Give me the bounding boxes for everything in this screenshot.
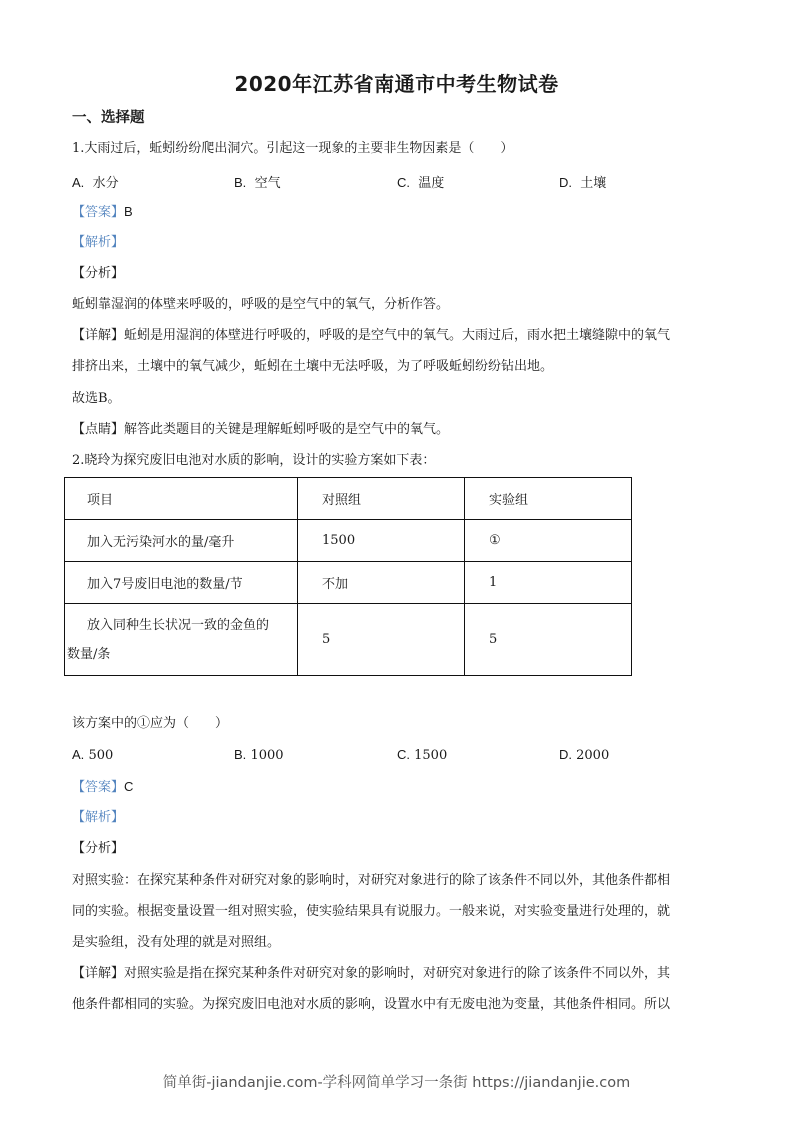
- q2-fenxi-line3: 是实验组，没有处理的就是对照组。: [72, 935, 281, 950]
- footer-watermark: 简单街-jiandanjie.com-学科网简单学习一条街 https://jiandanjie.com: [162, 1075, 631, 1091]
- section-heading: 一、选择题: [72, 110, 145, 126]
- q2-fenxi-label: 【分析】: [72, 841, 125, 856]
- q2-detail-line1: 【详解】对照实验是指在探究某种条件对研究对象的影响时，对研究对象进行的除了该条件不同以外，其: [72, 966, 671, 981]
- table-cell: 放入同种生长状况一致的金鱼的 数量/条: [65, 604, 298, 676]
- experiment-table: [64, 477, 632, 676]
- table-row: [65, 520, 632, 562]
- table-cell: 1: [465, 562, 632, 604]
- table-cell: 5: [298, 604, 465, 676]
- q1-choose: 故选B。: [72, 391, 121, 406]
- q1-fenxi-text: 蚯蚓靠湿润的体壁来呼吸的，呼吸的是空气中的氧气，分析作答。: [72, 297, 450, 312]
- table-cell: 加入无污染河水的量/毫升: [65, 520, 298, 562]
- q2-detail-line2: 他条件都相同的实验。为探究废旧电池对水质的影响，设置水中有无废电池为变量，其他条件相同。所以: [72, 997, 671, 1012]
- answer-value: C: [124, 779, 134, 794]
- q1-option-b: B. 空气: [234, 175, 281, 191]
- table-cell: 不加: [298, 562, 465, 604]
- q2-option-c: C. 1500: [397, 747, 448, 763]
- q2-fenxi-line1: 对照实验：在探究某种条件对研究对象的影响时，对研究对象进行的除了该条件不同以外，其他条件都相: [72, 873, 671, 888]
- table-header-cell: 项目: [65, 478, 298, 520]
- table-cell: ①: [465, 520, 632, 562]
- q1-option-d: D. 土壤: [559, 175, 607, 191]
- table-cell: 加入7号废旧电池的数量/节: [65, 562, 298, 604]
- q1-analysis-label: 【解析】: [72, 235, 125, 250]
- q1-option-a: A. 水分: [72, 175, 119, 191]
- q2-option-d: D. 2000: [559, 747, 610, 763]
- q2-stem: 2.晓玲为探究废旧电池对水质的影响，设计的实验方案如下表：: [72, 453, 436, 468]
- q2-option-b: B. 1000: [234, 747, 284, 763]
- q2-analysis-label: 【解析】: [72, 810, 125, 825]
- q1-option-c: C. 温度: [397, 175, 445, 191]
- q2-fenxi-line2: 同的实验。根据变量设置一组对照实验，使实验结果具有说服力。一般来说，对实验变量进行处理的，就: [72, 904, 671, 919]
- answer-label: 【答案】: [72, 205, 125, 220]
- table-header-cell: 实验组: [465, 478, 632, 520]
- answer-value: B: [124, 204, 133, 219]
- table-row: [65, 604, 632, 676]
- q1-detail-line1: 【详解】蚯蚓是用湿润的体壁进行呼吸的，呼吸的是空气中的氧气。大雨过后，雨水把土壤缝隙中的氧气: [72, 328, 671, 343]
- table-row: [65, 562, 632, 604]
- q1-stem: 1.大雨过后，蚯蚓纷纷爬出洞穴。引起这一现象的主要非生物因素是（ ）: [72, 141, 514, 156]
- q1-dianjing: 【点睛】解答此类题目的关键是理解蚯蚓呼吸的是空气中的氧气。: [72, 422, 450, 437]
- q2-option-a: A. 500: [72, 747, 114, 763]
- table-cell: 5: [465, 604, 632, 676]
- page-title: 2020年江苏省南通市中考生物试卷: [234, 72, 559, 96]
- q2-question: 该方案中的①应为（ ）: [72, 716, 229, 731]
- table-cell: 1500: [298, 520, 465, 562]
- table-header-row: [65, 478, 632, 520]
- q1-detail-line2: 排挤出来，土壤中的氧气减少，蚯蚓在土壤中无法呼吸，为了呼吸蚯蚓纷纷钻出地。: [72, 359, 554, 374]
- q1-fenxi-label: 【分析】: [72, 266, 125, 281]
- q1-answer: [72, 203, 133, 222]
- q2-answer: [72, 778, 133, 797]
- answer-label: 【答案】: [72, 780, 125, 795]
- table-header-cell: 对照组: [298, 478, 465, 520]
